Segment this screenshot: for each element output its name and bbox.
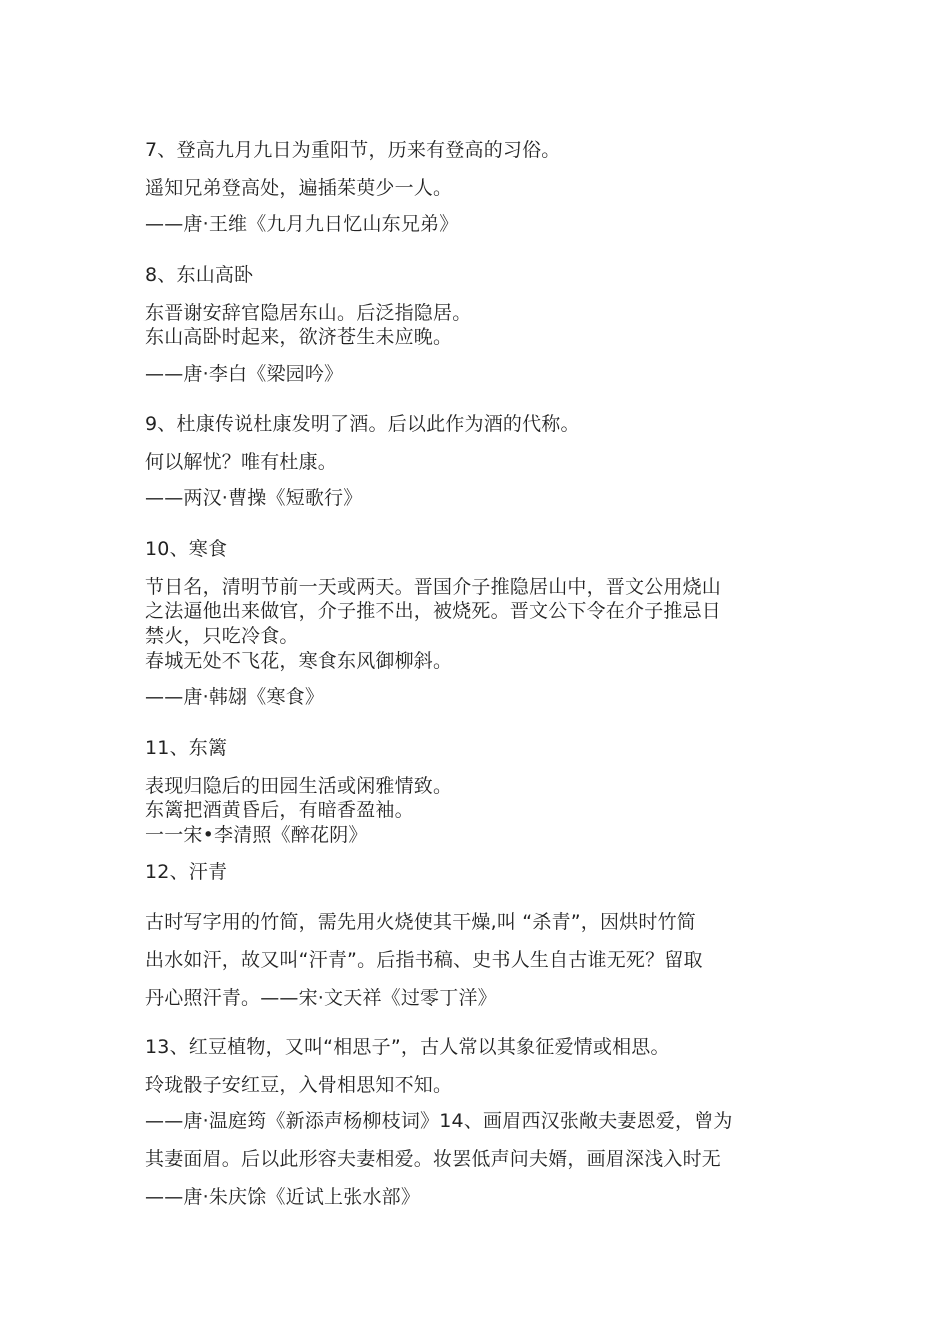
entry-8-source: ——唐·李白《梁园吟》: [145, 363, 344, 385]
entry-9-poem: 何以解忧？唯有杜康。: [145, 451, 338, 473]
entry-10-desc-line-3: 禁火，只吃冷食。: [145, 625, 299, 647]
entry-11-heading: 11、东篱: [145, 737, 228, 759]
entry-7-poem: 遥知兄弟登高处，遍插茱萸少一人。: [145, 177, 453, 199]
entry-7-source: ——唐·王维《九月九日忆山东兄弟》: [145, 213, 459, 235]
entry-13-source-and-14: ——唐·温庭筠《新添声杨柳枝词》14、画眉西汉张敞夫妻恩爱，曾为: [145, 1110, 733, 1132]
entry-9-source: ——两汉·曹操《短歌行》: [145, 487, 363, 509]
entry-12-desc-line-3: 丹心照汗青。——宋·文天祥《过零丁洋》: [145, 987, 497, 1009]
entry-11-poem: 东篱把酒黄昏后，有暗香盈袖。: [145, 799, 414, 821]
entry-13-heading: 13、红豆植物，又叫“相思子”，古人常以其象征爱情或相思。: [145, 1036, 670, 1058]
entry-10-heading: 10、寒食: [145, 538, 228, 560]
entry-10-desc-line-2: 之法逼他出来做官，介子推不出，被烧死。晋文公下令在介子推忌日: [145, 600, 722, 622]
entry-10-desc-line-1: 节日名，清明节前一天或两天。晋国介子推隐居山中，晋文公用烧山: [145, 576, 722, 598]
entry-11-source: 一一宋•李清照《醉花阴》: [145, 824, 368, 846]
entry-9-heading: 9、杜康传说杜康发明了酒。后以此作为酒的代称。: [145, 413, 580, 435]
entry-12-desc-line-2: 出水如汗，故又叫“汗青”。后指书稿、史书人生自古谁无死？留取: [145, 949, 703, 971]
entry-14-desc: 其妻面眉。后以此形容夫妻相爱。妆罢低声问夫婿，画眉深浅入时无: [145, 1148, 722, 1170]
entry-7-heading: 7、登高九月九日为重阳节，历来有登高的习俗。: [145, 139, 561, 161]
entry-12-heading: 12、汗青: [145, 861, 228, 883]
entry-12-desc-line-1: 古时写字用的竹简，需先用火烧使其干燥,叫 “杀青”，因烘时竹简: [145, 911, 696, 933]
entry-11-desc: 表现归隐后的田园生活或闲雅情致。: [145, 775, 453, 797]
entry-14-source: ——唐·朱庆馀《近试上张水部》: [145, 1186, 421, 1208]
entry-10-poem: 春城无处不飞花，寒食东风御柳斜。: [145, 650, 453, 672]
entry-8-heading: 8、东山高卧: [145, 264, 254, 286]
entry-8-poem: 东山高卧时起来，欲济苍生未应晚。: [145, 326, 453, 348]
entry-13-poem: 玲珑骰子安红豆，入骨相思知不知。: [145, 1074, 453, 1096]
entry-10-source: ——唐·韩翃《寒食》: [145, 686, 325, 708]
entry-8-desc: 东晋谢安辞官隐居东山。后泛指隐居。: [145, 302, 472, 324]
